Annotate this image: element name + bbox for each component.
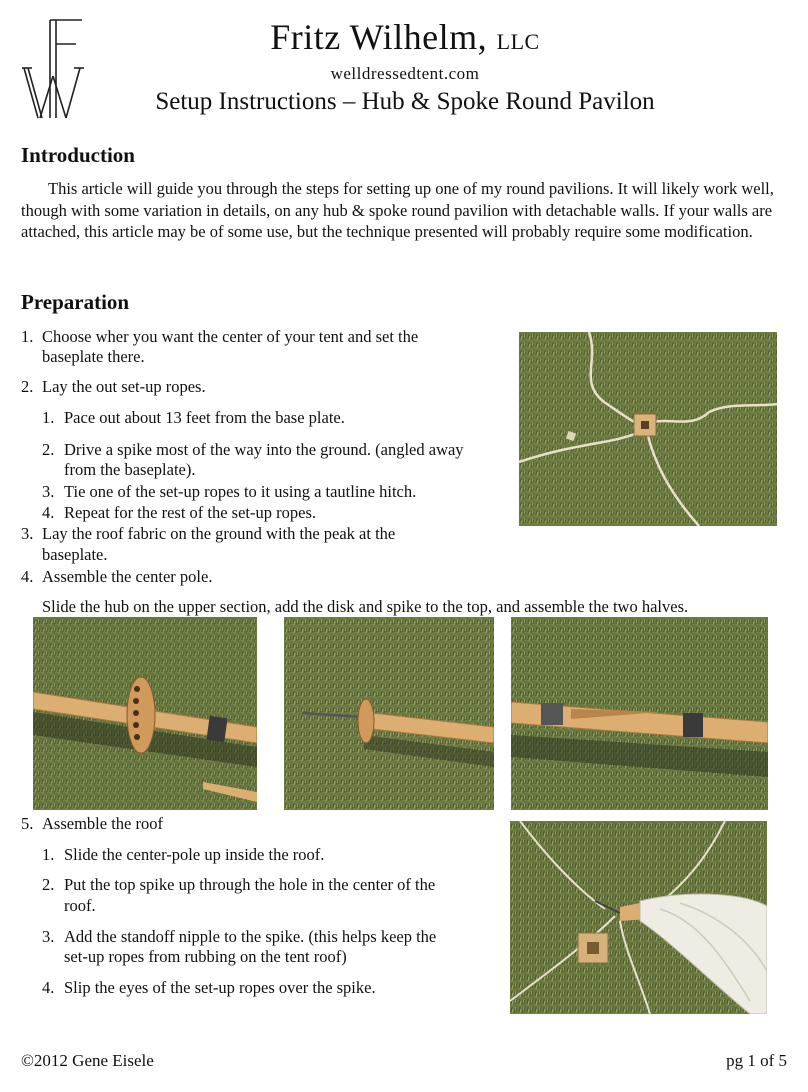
photo-roof-on-spike [510,821,767,1014]
step-2-sub-4: 4. Repeat for the rest of the set-up ropes. [42,503,316,522]
introduction-heading: Introduction [21,143,135,167]
step-5-sub-4: 4. Slip the eyes of the set-up ropes over the spike. [42,978,376,997]
step-2-sub-3: 3. Tie one of the set-up ropes to it using a tautline hitch. [42,482,417,501]
step-2-sub-2-cont: from the baseplate). [64,460,196,479]
company-suffix: LLC [496,29,540,54]
footer-page-number: pg 1 of 5 [726,1051,787,1070]
step-4-note: Slide the hub on the upper section, add the disk and spike to the top, and assemble the two halves. [42,597,689,616]
preparation-heading: Preparation [21,290,130,314]
photo-disk-and-spike [284,617,494,810]
step-5-sub-2-cont: roof. [64,896,96,915]
photo-pole-halves-joined [511,617,768,810]
step-5-sub-2: 2. Put the top spike up through the hole in the center of the [42,875,436,894]
photo-baseplate-ropes [519,332,777,526]
step-4: 4. Assemble the center pole. [21,567,213,586]
step-5-sub-1: 1. Slide the center-pole up inside the roof. [42,845,325,864]
step-5: 5. Assemble the roof [21,814,163,833]
step-2-sub-1: 1. Pace out about 13 feet from the base plate. [42,408,345,427]
step-5-sub-3: 3. Add the standoff nipple to the spike. (this helps keep the [42,927,437,946]
step-5-sub-3-cont: set-up ropes from rubbing on the tent roof) [64,947,347,966]
step-1-cont: baseplate there. [42,347,145,366]
photo-hub-on-pole [33,617,257,810]
company-website: welldressedtent.com [330,64,480,83]
step-1: 1. Choose wher you want the center of your tent and set the [21,327,419,346]
company-name: Fritz Wilhelm, LLC [270,17,540,57]
introduction-text: This article will guide you through the steps for setting up one of my round pavilions. It will likely work well, though with some variation in details, on any hub & spoke round pavilion with detachable walls. If your walls are attached, this article may be of some use, but the technique presented will probably require some modification. [21,179,774,241]
step-2-sub-2: 2. Drive a spike most of the way into the ground. (angled away [42,440,464,459]
company-logo [20,18,86,122]
step-2: 2. Lay the out set-up ropes. [21,377,206,396]
document-title: Setup Instructions – Hub & Spoke Round Pavilon [155,88,655,115]
step-3: 3. Lay the roof fabric on the ground with the peak at the [21,524,396,543]
footer-copyright: ©2012 Gene Eisele [21,1051,154,1070]
step-3-cont: baseplate. [42,545,108,564]
